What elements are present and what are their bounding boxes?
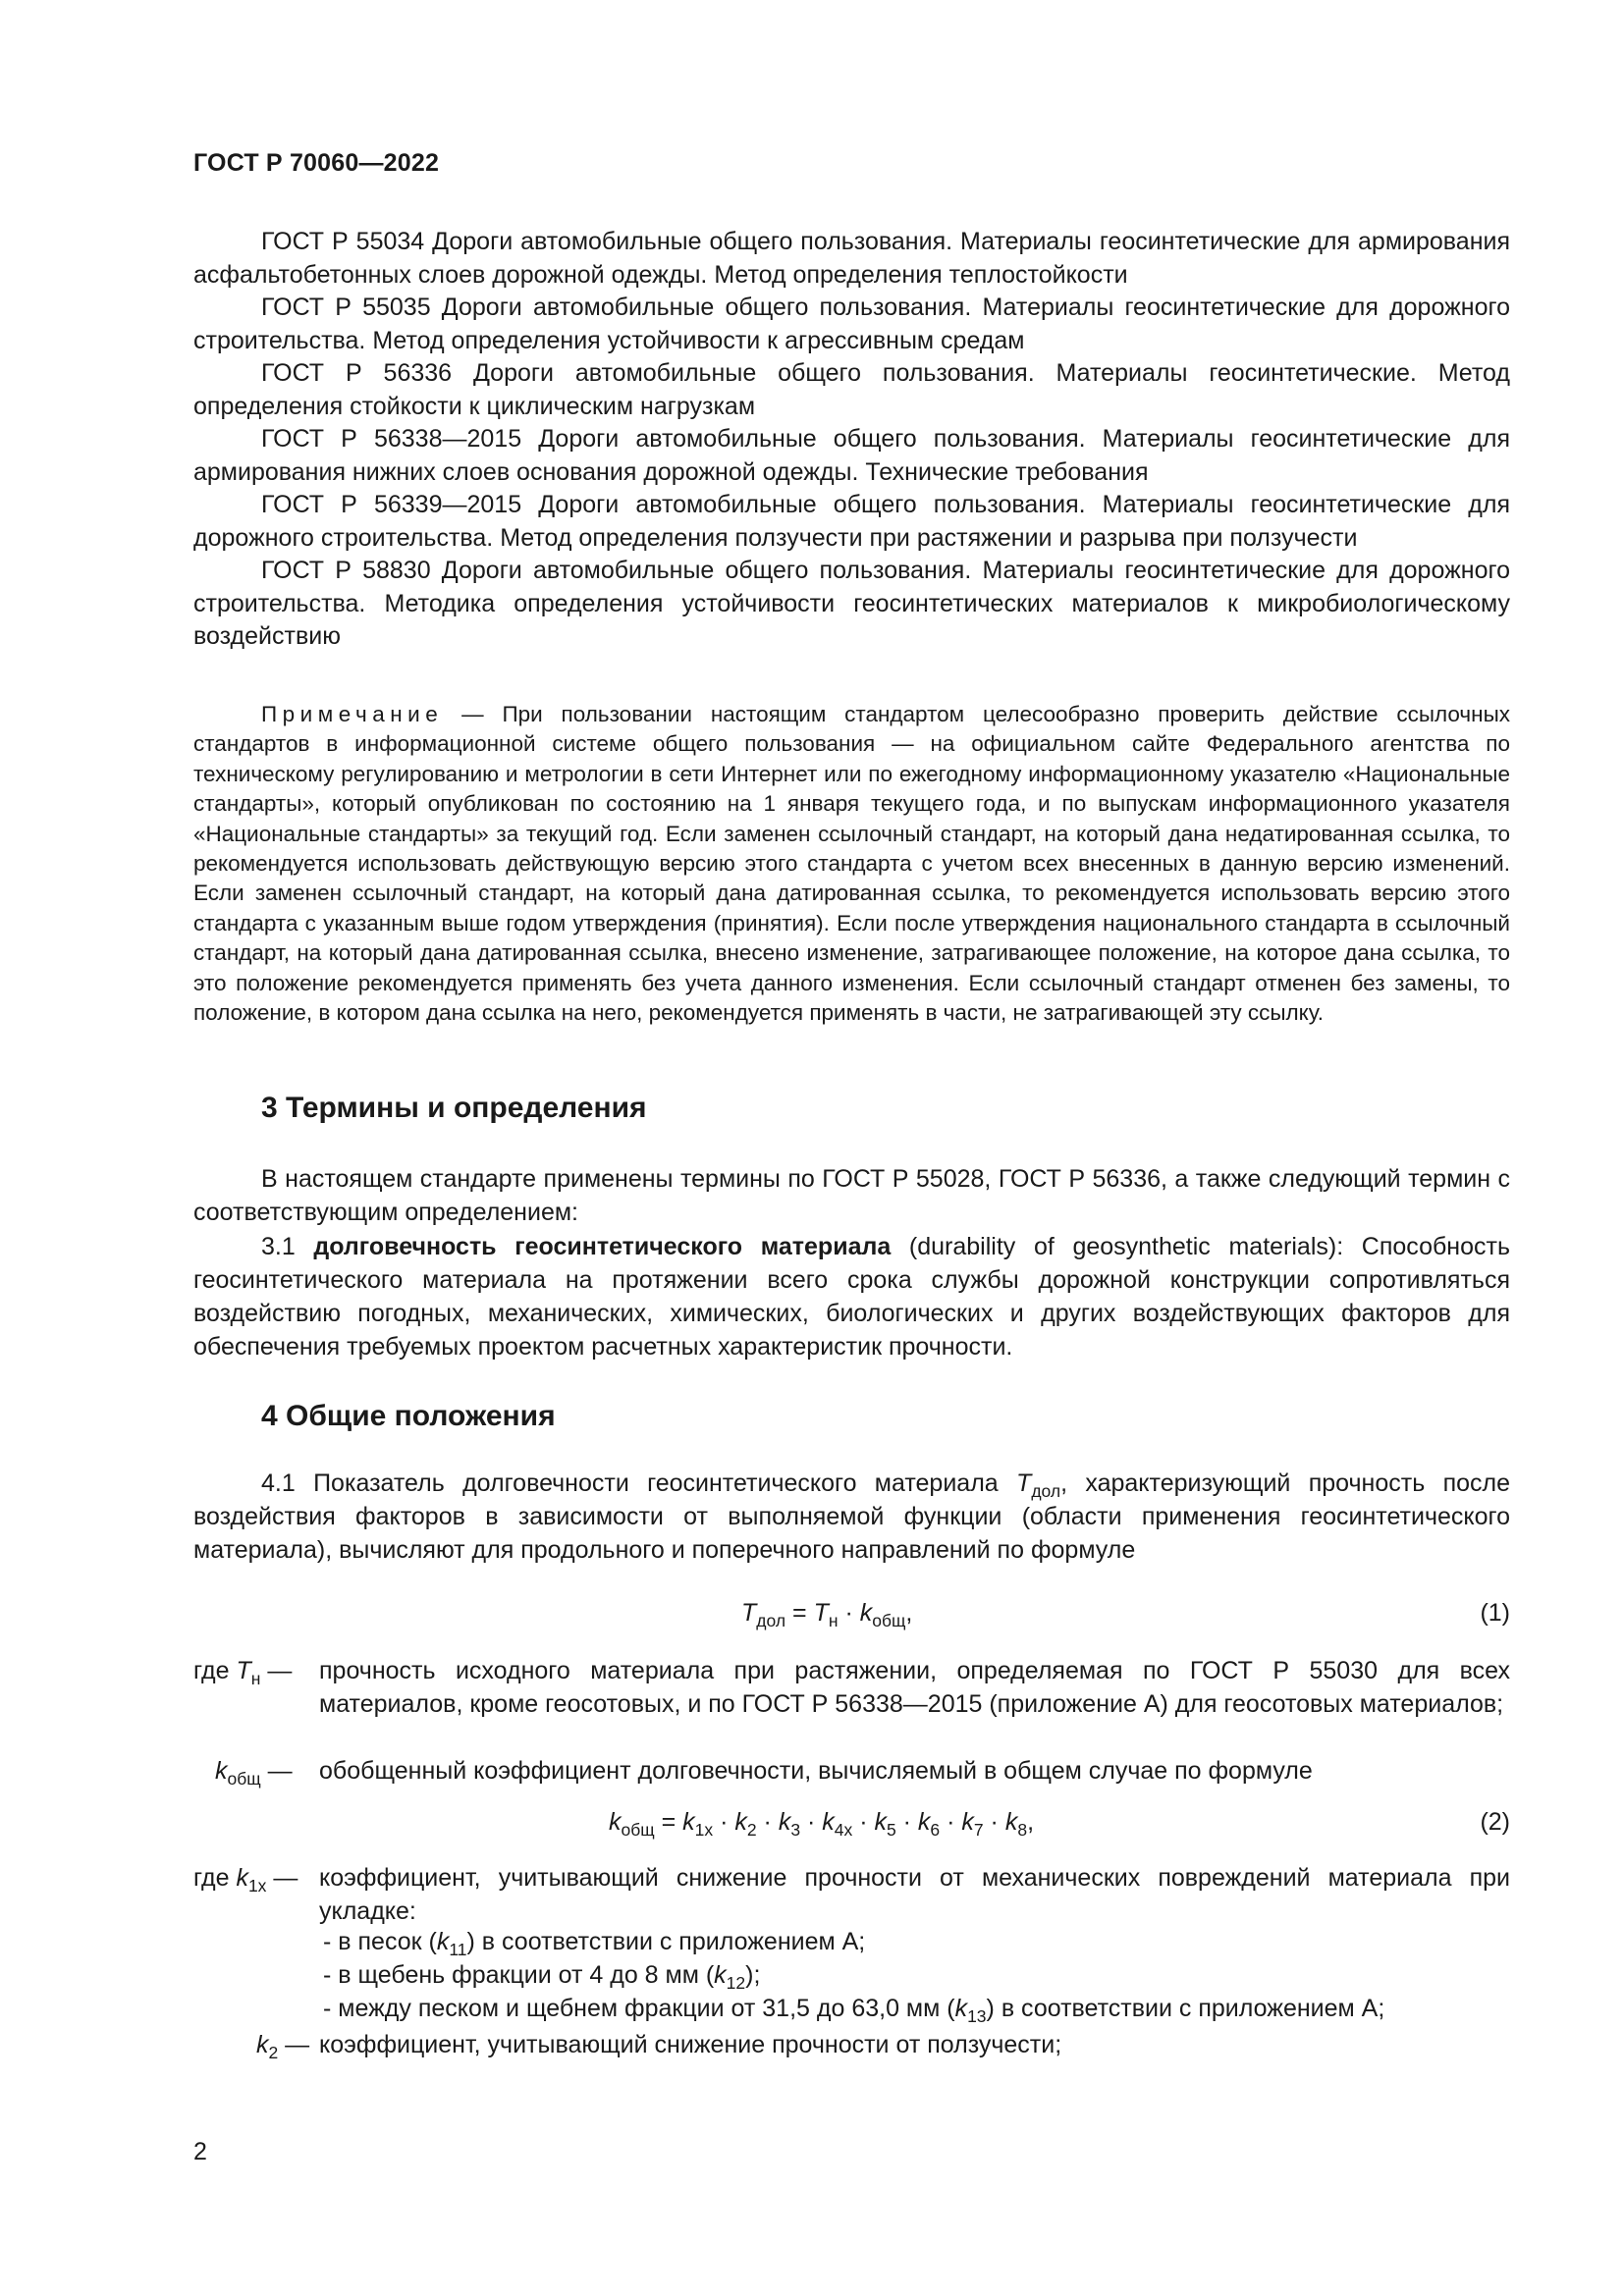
document-header-code: ГОСТ Р 70060—2022 xyxy=(193,149,440,177)
term-name: долговечность геосинтетического материала xyxy=(313,1233,892,1260)
reference-item: ГОСТ Р 58830 Дороги автомобильные общего пользования. Материалы геосинтетические для дорожного строительства. Методика определения устойчивости геосинтетических материалов к микробиологическому воздействию xyxy=(193,557,1510,650)
formula-2-number: (2) xyxy=(1480,1808,1510,1836)
term-definition-3-1 xyxy=(193,1230,1510,1363)
list-item: - в щебень фракции от 4 до 8 мм $(k_{12})$; xyxy=(323,1961,761,1994)
section-3-heading: 3 Термины и определения xyxy=(261,1092,647,1124)
term-definition-text: (durability of geosynthetic materials): Способность геосинтетического материала на протяжении всего срока службы дорожной конструкции сопротивляться воздействию погодных, механических, химических, биологических и других воздействующих факторов для обеспечения требуемых проектом расчетных характеристик прочности. xyxy=(193,1233,1510,1361)
reference-item: ГОСТ Р 56336 Дороги автомобильные общего пользования. Материалы геосинтетические. Метод определения стойкости к циклическим нагрузкам xyxy=(193,359,1510,420)
list-item: - в песок $(k_{11})$ в соответствии с приложением А; xyxy=(323,1928,866,1960)
page-number: 2 xyxy=(193,2138,207,2165)
paragraph-4-1: 4.1 Показатель долговечности геосинтетического материала $T_{дол}$, характеризующий прочность после воздействия факторов в зависимости от выполняемой функции (области применения геосинтетического материала), вычисляют для продольного и поперечного направлений по формуле xyxy=(193,1469,1511,1564)
document-page: ГОСТ Р 70060—2022 ГОСТ Р 55034 Дороги автомобильные общего пользования. Материалы геосинтетические для армирования асфальтобетонных слоев дорожной одежды. Метод определения теплостойкости ГОСТ Р 55035 Дороги автомобильные общего пользования. Материалы геосинтетические для дорожного строительства. Метод определения устойчивости к агрессивным средам ГОСТ Р 56336 Дороги автомобильные общего пользования. Материалы геосинтетические. Метод определения стойкости к циклическим нагрузкам ГОСТ Р 56338—2015 Дороги автомобильные общего пользования. Материалы геосинтетические для армирования нижних слоев основания дорожной одежды. Технические требования ГОСТ Р 56339—2015 Дороги автомобильные общего пользования. Материалы геосинтетические для дорожного строительства. Метод определения ползучести при растяжении и разрыва при ползучести ГОСТ Р 58830 Дороги автомобильные общего пользования. Материалы геосинтетические для дорожного строительства. Методика определения устойчивости геосинтетических материалов к микробиологическому воздействию Примечание — При пользовании настоящим стандартом целесообразно проверить действие ссылочных стандартов в информационной системе общего пользования — на официальном сайте Федерального агентства по техническому регулированию и метрологии в сети Интернет или по ежегодному информационному указателю «Национальные стандарты», который опубликован по состоянию на 1 января текущего года, и по выпускам информационного указателя «Национальные стандарты» за текущий год. Если заменен ссылочный стандарт, на который дана недатированная ссылка, то рекомендуется использовать действующую версию этого стандарта с учетом всех внесенных в данную версию изменений. Если заменен ссылочный стандарт, на который дана датированная ссылка, то рекомендуется использовать версию этого стандарта с указанным выше годом утверждения (принятия). Если после утверждения национального стандарта в ссылочный стандарт, на который дана датированная ссылка, внесено изменение, затрагивающее положение, на которое дана ссылка, то это положение рекомендуется применять без учета данного изменения. Если ссылочный стандарт отменен без замены, то положение, в котором дана ссылка на него, рекомендуется применять в части, не затрагивающей эту ссылку. 3 Термины и определения В настоящем стандарте применены термины по ГОСТ Р 55028, ГОСТ Р 56336, а также следующий термин с соответствующим определением: 3.1 долговечность геосинтетического материала (durability of geosynthetic materials): Способность геосинтетического материала на протяжении всего срока службы дорожной конструкции сопротивляться воздействию погодных, механических, химических, биологических и других воздействующих факторов для обеспечения требуемых проектом расчетных характеристик прочности. 4 Общие положения 4.1 Показатель долговечности геосинтетического материала $T_{дол}$, характеризующий прочность после воздействия факторов в зависимости от выполняемой функции (области применения геосинтетического материала), вычисляют для продольного и поперечного направлений по формуле $T_{дол} = T_н \cdot k_{общ}$, (1) где $T_н$ — прочность исходного материала при растяжении, определяемая по ГОСТ Р 55030 для всех материалов, кроме геосотовых, и по ГОСТ Р 56338—2015 (приложение А) для геосотовых материалов; $k_{общ}$ — обобщенный коэффициент долговечности, вычисляемый в общем случае по формуле $k_{общ} = k_{1x} \cdot k_2 \cdot k_3 \cdot k_{4x} \cdot k_5 \cdot k_6 \cdot k_7 \cdot k_8$, (2) где $k_{1x}$ — коэффициент, учитывающий снижение прочности от механических повреждений материала при укладке: - в песок $(k_{11})$ в соответствии с приложением А; - в щебень фракции от 4 до 8 мм $(k_{12})$; - между песком и щебнем фракции от 31,5 до 63,0 мм $(k_{13})$ в соответствии с приложением А; $k_2$ — коэффициент, учитывающий снижение прочности от ползучести; 2 xyxy=(193,149,1511,2165)
note-paragraph xyxy=(193,700,1510,1028)
term-number: 3.1 xyxy=(261,1233,314,1260)
section-3-intro: В настоящем стандарте применены термины по ГОСТ Р 55028, ГОСТ Р 56336, а также следующий термин с соответствующим определением: xyxy=(193,1165,1510,1226)
list-item: - между песком и щебнем фракции от 31,5 до 63,0 мм $(k_{13})$ в соответствии с приложением А; xyxy=(323,1995,1385,2027)
reference-item: ГОСТ Р 56339—2015 Дороги автомобильные общего пользования. Материалы геосинтетические для дорожного строительства. Метод определения ползучести при растяжении и разрыва при ползучести xyxy=(193,491,1510,552)
reference-item: ГОСТ Р 55035 Дороги автомобильные общего пользования. Материалы геосинтетические для дорожного строительства. Метод определения устойчивости к агрессивным средам xyxy=(193,294,1510,354)
section-4-heading: 4 Общие положения xyxy=(261,1400,556,1432)
reference-item: ГОСТ Р 56338—2015 Дороги автомобильные общего пользования. Материалы геосинтетические для армирования нижних слоев основания дорожной одежды. Технические требования xyxy=(193,425,1510,486)
formula-1-number: (1) xyxy=(1480,1599,1510,1627)
formula-1: $T_{дол} = T_н \cdot k_{общ}$, xyxy=(741,1599,913,1631)
reference-item: ГОСТ Р 55034 Дороги автомобильные общего пользования. Материалы геосинтетические для армирования асфальтобетонных слоев дорожной одежды. Метод определения теплостойкости xyxy=(193,228,1510,289)
note-text: — При пользовании настоящим стандартом целесообразно проверить действие ссылочных стандартов в информационной системе общего пользования — на официальном сайте Федерального агентства по техническому регулированию и метрологии в сети Интернет или по ежегодному информационному указателю «Национальные стандарты», который опубликован по состоянию на 1 января текущего года, и по выпускам информационного указателя «Национальные стандарты» за текущий год. Если заменен ссылочный стандарт, на который дана недатированная ссылка, то рекомендуется использовать действующую версию этого стандарта с учетом всех внесенных в данную версию изменений. Если заменен ссылочный стандарт, на который дана датированная ссылка, то рекомендуется использовать версию этого стандарта с указанным выше годом утверждения (принятия). Если после утверждения национального стандарта в ссылочный стандарт, на который дана датированная ссылка, внесено изменение, затрагивающее положение, на которое дана ссылка, то это положение рекомендуется применять без учета данного изменения. Если ссылочный стандарт отменен без замены, то положение, в котором дана ссылка на него, рекомендуется применять в части, не затрагивающей эту ссылку. xyxy=(193,702,1510,1026)
formula-2: $k_{общ} = k_{1x} \cdot k_2 \cdot k_3 \cdot k_{4x} \cdot k_5 \cdot k_6 \cdot k_7 \cdot k_8$, xyxy=(609,1808,1035,1841)
note-label: Примечание xyxy=(261,702,444,726)
normative-references-list xyxy=(193,226,1510,654)
